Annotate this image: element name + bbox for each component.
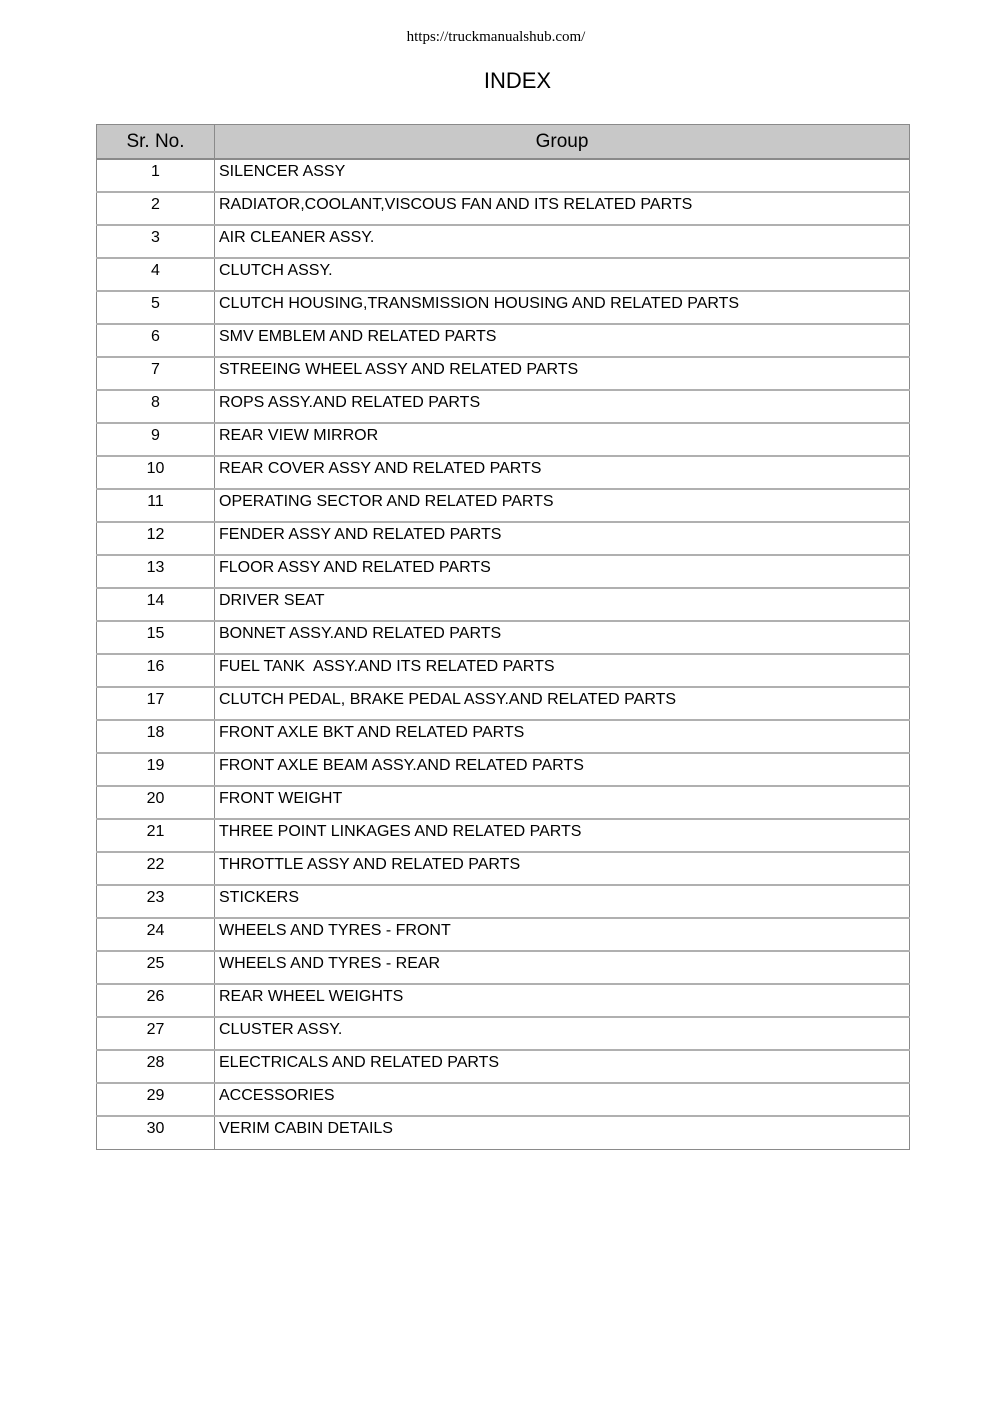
column-header-group: Group (215, 125, 910, 160)
table-row (97, 324, 910, 357)
group-cell: OPERATING SECTOR AND RELATED PARTS (215, 489, 910, 522)
table-row (97, 1050, 910, 1083)
group-cell: WHEELS AND TYRES - REAR (215, 951, 910, 984)
page-title: INDEX (483, 68, 552, 93)
table-row (97, 225, 910, 258)
table-body (97, 159, 910, 1149)
table-row (97, 654, 910, 687)
table-row (97, 192, 910, 225)
table-header-row (97, 125, 910, 160)
sr-no-cell: 11 (97, 489, 215, 522)
table-row (97, 159, 910, 192)
sr-no-cell: 16 (97, 654, 215, 687)
column-header-sr-no: Sr. No. (97, 125, 215, 160)
group-cell: CLUTCH ASSY. (215, 258, 910, 291)
group-cell: FENDER ASSY AND RELATED PARTS (215, 522, 910, 555)
group-cell: FRONT WEIGHT (215, 786, 910, 819)
table-row (97, 357, 910, 390)
sr-no-cell: 24 (97, 918, 215, 951)
sr-no-cell: 10 (97, 456, 215, 489)
sr-no-cell: 8 (97, 390, 215, 423)
sr-no-cell: 23 (97, 885, 215, 918)
sr-no-cell: 21 (97, 819, 215, 852)
table-row (97, 522, 910, 555)
sr-no-cell: 12 (97, 522, 215, 555)
sr-no-cell: 9 (97, 423, 215, 456)
sr-no-cell: 4 (97, 258, 215, 291)
group-cell: ELECTRICALS AND RELATED PARTS (215, 1050, 910, 1083)
source-url: https://truckmanualshub.com/ (406, 29, 586, 45)
table-row (97, 1116, 910, 1149)
sr-no-cell: 17 (97, 687, 215, 720)
sr-no-cell: 2 (97, 192, 215, 225)
sr-no-cell: 7 (97, 357, 215, 390)
table-row (97, 753, 910, 786)
sr-no-cell: 26 (97, 984, 215, 1017)
table-row (97, 258, 910, 291)
table-row (97, 918, 910, 951)
group-cell: ACCESSORIES (215, 1083, 910, 1116)
table-row (97, 1017, 910, 1050)
group-cell: STREEING WHEEL ASSY AND RELATED PARTS (215, 357, 910, 390)
sr-no-cell: 14 (97, 588, 215, 621)
group-cell: DRIVER SEAT (215, 588, 910, 621)
table-row (97, 885, 910, 918)
table-row (97, 423, 910, 456)
group-cell: CLUTCH HOUSING,TRANSMISSION HOUSING AND RELATED PARTS (215, 291, 910, 324)
table-row (97, 819, 910, 852)
table-row (97, 1083, 910, 1116)
group-cell: THROTTLE ASSY AND RELATED PARTS (215, 852, 910, 885)
group-cell: FLOOR ASSY AND RELATED PARTS (215, 555, 910, 588)
table-row (97, 555, 910, 588)
group-cell: SILENCER ASSY (215, 159, 910, 192)
group-cell: CLUTCH PEDAL, BRAKE PEDAL ASSY.AND RELATED PARTS (215, 687, 910, 720)
group-cell: FRONT AXLE BEAM ASSY.AND RELATED PARTS (215, 753, 910, 786)
group-cell: AIR CLEANER ASSY. (215, 225, 910, 258)
table-row (97, 786, 910, 819)
table-row (97, 951, 910, 984)
sr-no-cell: 29 (97, 1083, 215, 1116)
group-cell: ROPS ASSY.AND RELATED PARTS (215, 390, 910, 423)
table-row (97, 852, 910, 885)
sr-no-cell: 15 (97, 621, 215, 654)
group-cell: FUEL TANK ASSY.AND ITS RELATED PARTS (215, 654, 910, 687)
sr-no-cell: 6 (97, 324, 215, 357)
index-table (96, 124, 910, 1150)
sr-no-cell: 27 (97, 1017, 215, 1050)
sr-no-cell: 22 (97, 852, 215, 885)
sr-no-cell: 13 (97, 555, 215, 588)
table-row (97, 984, 910, 1017)
table-row (97, 621, 910, 654)
sr-no-cell: 28 (97, 1050, 215, 1083)
group-cell: REAR WHEEL WEIGHTS (215, 984, 910, 1017)
group-cell: REAR COVER ASSY AND RELATED PARTS (215, 456, 910, 489)
group-cell: SMV EMBLEM AND RELATED PARTS (215, 324, 910, 357)
group-cell: CLUSTER ASSY. (215, 1017, 910, 1050)
group-cell: RADIATOR,COOLANT,VISCOUS FAN AND ITS RELATED PARTS (215, 192, 910, 225)
sr-no-cell: 19 (97, 753, 215, 786)
sr-no-cell: 25 (97, 951, 215, 984)
sr-no-cell: 1 (97, 159, 215, 192)
table-row (97, 588, 910, 621)
group-cell: WHEELS AND TYRES - FRONT (215, 918, 910, 951)
group-cell: VERIM CABIN DETAILS (215, 1116, 910, 1149)
group-cell: FRONT AXLE BKT AND RELATED PARTS (215, 720, 910, 753)
group-cell: REAR VIEW MIRROR (215, 423, 910, 456)
sr-no-cell: 3 (97, 225, 215, 258)
group-cell: THREE POINT LINKAGES AND RELATED PARTS (215, 819, 910, 852)
table-row (97, 489, 910, 522)
table-row (97, 291, 910, 324)
group-cell: STICKERS (215, 885, 910, 918)
group-cell: BONNET ASSY.AND RELATED PARTS (215, 621, 910, 654)
table-row (97, 687, 910, 720)
table-row (97, 720, 910, 753)
sr-no-cell: 5 (97, 291, 215, 324)
table-row (97, 456, 910, 489)
sr-no-cell: 20 (97, 786, 215, 819)
sr-no-cell: 18 (97, 720, 215, 753)
table-row (97, 390, 910, 423)
sr-no-cell: 30 (97, 1116, 215, 1149)
